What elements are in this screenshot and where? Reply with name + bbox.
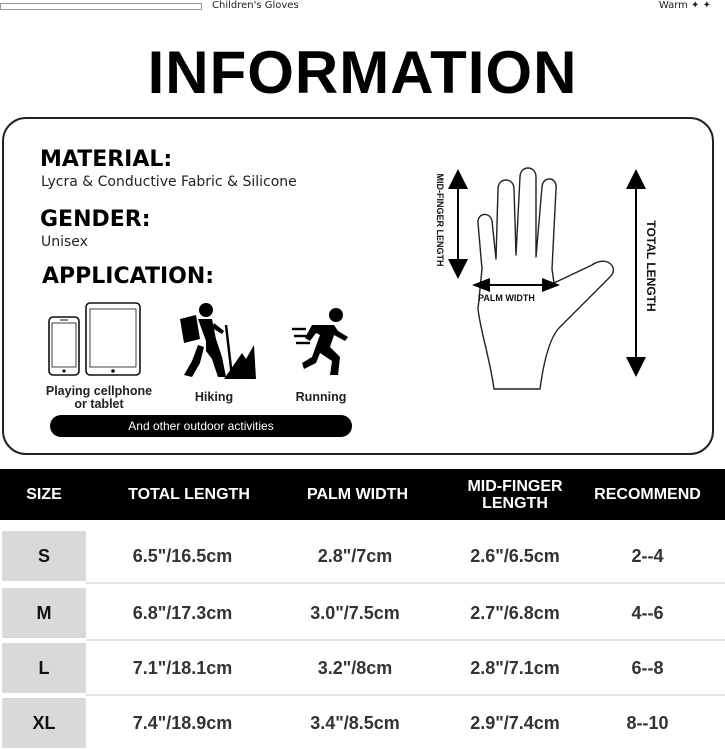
total-length-cell: 7.4"/18.9cm	[132, 712, 233, 733]
total-length-cell: 7.1"/18.1cm	[132, 657, 233, 678]
hiking-icon	[170, 301, 258, 379]
header-mid-finger-length: MID-FINGER LENGTH	[467, 477, 563, 512]
material-value: Lycra & Conductive Fabric & Silicone	[41, 174, 297, 190]
total-length-cell: 6.5"/16.5cm	[132, 545, 233, 566]
running-icon	[290, 305, 356, 379]
row-divider	[86, 639, 725, 641]
total-length-cell: 6.8"/17.3cm	[132, 602, 233, 623]
mid-finger-cell: 2.9"/7.4cm	[470, 712, 560, 733]
gender-value: Unisex	[41, 234, 88, 250]
product-title: Children's Gloves	[212, 0, 299, 11]
mid-finger-cell: 2.6"/6.5cm	[470, 545, 560, 566]
header-recommend: RECOMMEND	[594, 486, 701, 503]
recommend-cell: 8--10	[626, 712, 669, 733]
table-header	[0, 469, 725, 520]
row-divider	[86, 694, 725, 696]
table-row	[0, 643, 725, 693]
gender-label: GENDER:	[40, 207, 151, 232]
material-label: MATERIAL:	[40, 147, 173, 172]
table-row	[0, 588, 725, 638]
phone-tablet-icon	[46, 301, 144, 379]
mid-finger-cell: 2.8"/7.1cm	[470, 657, 560, 678]
running-caption: Running	[295, 390, 347, 404]
size-cell: L	[2, 643, 86, 693]
recommend-cell: 2--4	[631, 545, 664, 566]
title-input-box	[0, 3, 202, 10]
mid-finger-length-label-wrap	[433, 167, 447, 277]
other-activities-pill: And other outdoor activities	[50, 415, 352, 437]
palm-width-cell: 3.4"/8.5cm	[310, 712, 400, 733]
page-title: INFORMATION	[147, 39, 578, 106]
palm-width-cell: 3.0"/7.5cm	[310, 602, 400, 623]
header-palm-width: PALM WIDTH	[306, 486, 408, 503]
recommend-cell: 4--6	[631, 602, 664, 623]
mid-finger-length-label: MID-FINGER LENGTH	[435, 173, 445, 267]
total-length-label: TOTAL LENGTH	[644, 220, 658, 312]
mid-finger-cell: 2.7"/6.8cm	[470, 602, 560, 623]
palm-width-cell: 3.2"/8cm	[317, 657, 393, 678]
row-divider	[86, 582, 725, 584]
header-total-length: TOTAL LENGTH	[128, 486, 250, 503]
top-bar	[0, 0, 725, 14]
hiking-caption: Hiking	[194, 390, 234, 404]
palm-width-cell: 2.8"/7cm	[317, 545, 393, 566]
info-card	[2, 117, 714, 455]
warm-tag: Warm ✦ ✦	[658, 0, 711, 11]
table-row	[0, 531, 725, 581]
size-cell: S	[2, 531, 86, 581]
application-label: APPLICATION:	[42, 264, 215, 289]
size-cell: M	[2, 588, 86, 638]
palm-width-label: PALM WIDTH	[478, 293, 535, 303]
recommend-cell: 6--8	[631, 657, 664, 678]
cellphone-caption: Playing cellphone or tablet	[45, 384, 153, 411]
size-cell: XL	[2, 698, 86, 748]
header-size: SIZE	[26, 486, 62, 503]
table-row	[0, 698, 725, 748]
